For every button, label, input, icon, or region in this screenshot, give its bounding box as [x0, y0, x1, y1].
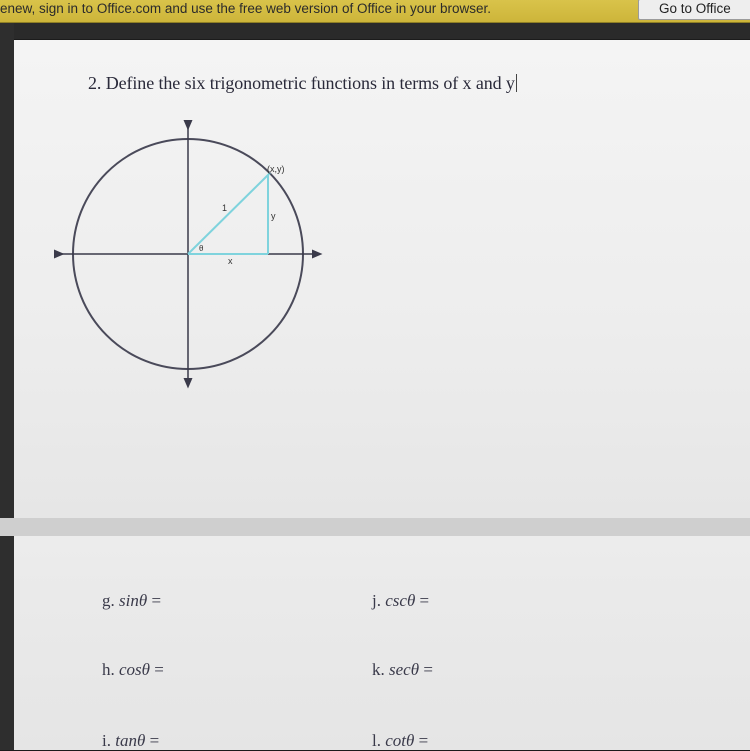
go-to-office-button[interactable]: Go to Office [638, 0, 750, 20]
answer-function: cosθ [119, 660, 151, 679]
answer-i[interactable] [102, 731, 159, 751]
answer-letter: k. [372, 660, 385, 679]
answer-letter: l. [372, 731, 381, 750]
answer-function: tanθ [115, 731, 146, 750]
point-label: (x,y) [267, 164, 285, 174]
answer-equals: = [154, 660, 164, 679]
answer-function: cotθ [385, 731, 415, 750]
answer-letter: j. [372, 591, 381, 610]
angle-label: θ [199, 244, 204, 253]
notification-message: enew, sign in to Office.com and use the free web version of Office in your browser. [0, 1, 492, 16]
answer-g[interactable] [102, 591, 161, 611]
answer-h[interactable] [102, 660, 164, 680]
answer-function: secθ [389, 660, 420, 679]
vertical-label: y [271, 211, 276, 221]
answer-function: cscθ [385, 591, 416, 610]
question-number: 2. [88, 73, 102, 93]
answer-equals: = [149, 731, 160, 750]
answer-equals: = [151, 591, 162, 610]
hypotenuse-segment [188, 173, 270, 254]
answer-letter: h. [102, 660, 115, 679]
answer-letter: g. [102, 591, 115, 610]
answer-k[interactable] [372, 660, 433, 680]
answer-equals: = [423, 660, 433, 679]
answer-letter: i. [102, 731, 111, 750]
question-text: Define the six trigonometric functions in terms of x and y [105, 73, 515, 93]
answer-l[interactable] [372, 731, 428, 751]
answer-j[interactable] [372, 591, 429, 611]
answer-equals: = [418, 731, 429, 750]
horizontal-label: x [228, 256, 233, 266]
answer-equals: = [419, 591, 430, 610]
answer-function: sinθ [119, 591, 148, 610]
hypotenuse-label: 1 [222, 203, 228, 213]
